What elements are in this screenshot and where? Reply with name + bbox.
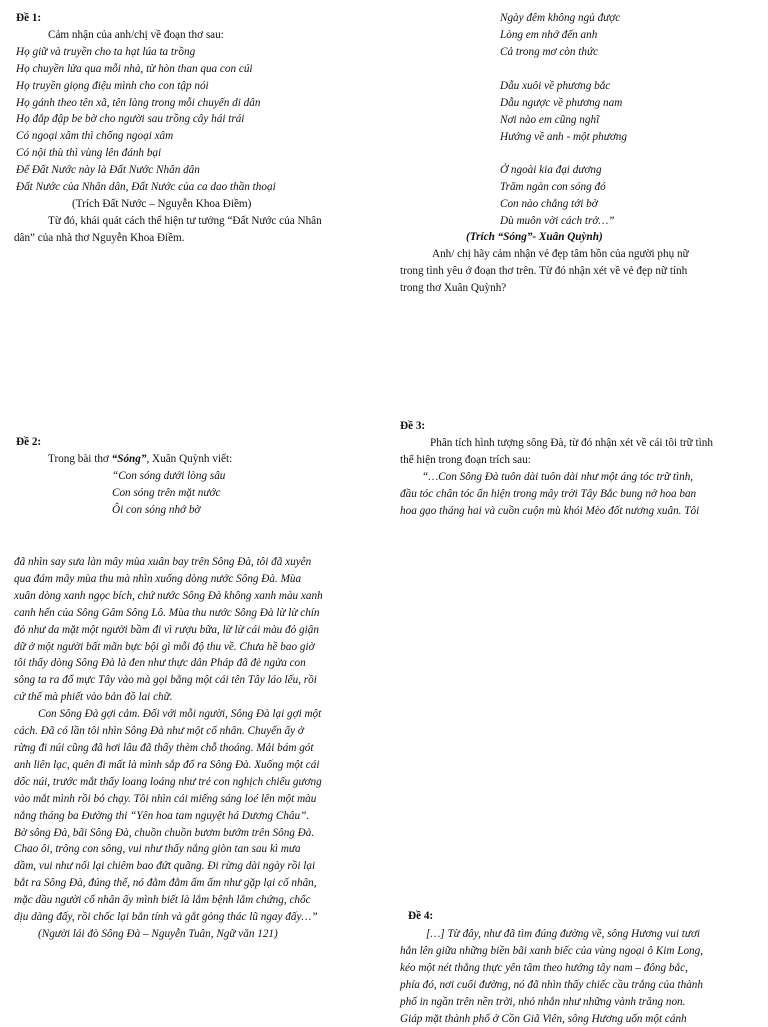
excerpt-line: kéo một nét thẳng thực yên tâm theo hướng tây nam – đông bắc, — [400, 961, 688, 974]
excerpt-line: […] Từ đây, như đã tìm đúng đường về, sông Hương vui tươi — [426, 928, 701, 940]
excerpt-line: “…Con Sông Đà tuôn dài tuôn dài như một áng tóc trữ tình, — [422, 470, 694, 483]
poem-line: Nơi nào em cũng nghĩ — [500, 113, 600, 126]
excerpt-line: rừng đi núi cũng đã hơi lâu đã thấy thèm chỗ thoáng. Mải bám gót — [14, 741, 314, 754]
excerpt-line: anh liên lạc, quên đi mất là mình sắp đổ ra Sông Đà. Xuống một cái — [14, 758, 320, 771]
de2-heading: Đề 2: — [16, 436, 42, 448]
excerpt-line: đã nhìn say sưa làn mây mùa xuân bay trên Sông Đà, tôi đã xuyên — [14, 556, 312, 568]
excerpt-line: tôi thấy dòng Sông Đà là đen như thực dân Pháp đã đè ngửa con — [14, 657, 306, 670]
de1-task-line: dân” của nhà thơ Nguyễn Khoa Điềm. — [14, 231, 185, 244]
de1-task-line: Từ đó, khái quát cách thể hiện tư tưởng “Đất Nước của Nhân — [48, 214, 322, 227]
poem-line: Ôi con sóng nhớ bờ — [112, 503, 201, 516]
excerpt-line: xuân dòng xanh ngọc bích, chứ nước Sông Đà không xanh màu xanh — [14, 589, 323, 602]
poem-line: Con nào chẳng tới bờ — [500, 197, 598, 210]
excerpt-line: canh hến của Sông Gâm Sông Lô. Mùa thu nước Sông Đà lừ lừ chín — [14, 606, 320, 619]
excerpt-line: Chao ôi, trông con sông, vui như thấy nắng giòn tan sau kì mưa — [14, 843, 301, 856]
song-source: (Trích “Sóng”- Xuân Quỳnh) — [466, 231, 603, 243]
song-task-line: trong tình yêu ở đoạn thơ trên. Từ đó nhận xét về vẻ đẹp nữ tính — [400, 264, 688, 277]
excerpt-line: cách. Đã có lần tôi nhìn Sông Đà như một cố nhân. Chuyến ấy ở — [14, 725, 304, 738]
de1-section — [16, 10, 368, 247]
song-poem-continuation — [500, 10, 750, 61]
excerpt-line: Con Sông Đà gợi cảm. Đối với mỗi người, Sông Đà lại gợi một — [38, 708, 322, 721]
poem-line: “Con sóng dưới lòng sâu — [112, 469, 226, 482]
excerpt-line: nắng tháng ba Đường thi “Yên hoa tam nguyệt há Dương Châu”. — [14, 809, 310, 822]
de3-excerpt-continuation — [14, 554, 368, 943]
de2-intro-suffix: , Xuân Quỳnh viết: — [146, 452, 233, 465]
poem-line: Họ truyền giọng điệu mình cho con tập nói — [16, 79, 209, 92]
de3-source: (Người lái đò Sông Đà – Nguyễn Tuân, Ngữ văn 121) — [38, 927, 278, 940]
excerpt-line: cứ thế mà phiết vào bản đồ lai chữ. — [14, 691, 173, 704]
de1-prompt: Cảm nhận của anh/chị về đoạn thơ sau: — [48, 28, 224, 41]
excerpt-line: vào mắt mình rồi bỏ chạy. Tôi nhìn cái miếng sáng loé lên một màu — [14, 792, 317, 805]
excerpt-line: mặc dầu người cố nhân ấy mình biết là lắm bệnh lắm chứng, chốc — [14, 894, 311, 907]
poem-line: Dù muôn vời cách trở…” — [500, 214, 615, 227]
excerpt-line: đỏ như da mặt một người bầm đi vì rượu bữa, lừ lừ cái màu đỏ giận — [14, 623, 319, 636]
de2-poem — [16, 468, 368, 519]
poem-line: Họ gánh theo tên xã, tên làng trong mỗi chuyến di dân — [16, 96, 261, 109]
song-source-and-task — [400, 229, 760, 297]
poem-line: Ngày đêm không ngủ được — [500, 12, 621, 24]
excerpt-line: phía đó, nơi cuối đường, nó đã nhìn thấy chiếc cầu trắng của thành — [400, 978, 703, 991]
de4-excerpt — [400, 926, 758, 1027]
de3-heading: Đề 3: — [400, 420, 426, 432]
de1-poem — [16, 44, 368, 196]
excerpt-line: sông ta ra đổ mực Tây vào mà gọi bằng một cái tên Tây láo lếu, rồi — [14, 674, 317, 687]
excerpt-line: qua đám mây mùa thu mà nhìn xuống dòng nước Sông Đà. Mùa — [14, 572, 302, 585]
excerpt-line: Giáp mặt thành phố ở Cồn Giã Viên, sông Hương uốn một cánh — [400, 1012, 687, 1025]
poem-line: Đất Nước của Nhân dân, Đất Nước của ca dao thần thoại — [16, 181, 276, 194]
de2-intro-title: “Sóng” — [111, 452, 147, 465]
poem-line: Có nội thù thì vùng lên đánh bại — [16, 147, 162, 160]
excerpt-line: dầm, vui như nối lại chiêm bao đứt quãng. Đi rừng dài ngày rồi lại — [14, 860, 316, 873]
de3-task-line: thể hiện trong đoạn trích sau: — [400, 453, 531, 466]
de3-section — [400, 418, 756, 519]
de2-section — [16, 434, 368, 519]
poem-line: Con sóng trên mặt nước — [112, 486, 221, 499]
poem-line: Họ giữ và truyền cho ta hạt lúa ta trồng — [16, 45, 196, 58]
poem-line: Cả trong mơ còn thức — [500, 45, 599, 58]
excerpt-line: hẳn lên giữa những biền bãi xanh biếc của vùng ngoại ô Kim Long, — [400, 944, 704, 957]
poem-line: Dẫu xuôi về phương bắc — [500, 80, 611, 92]
song-task-line: Anh/ chị hãy cảm nhận vẻ đẹp tâm hồn của người phụ nữ — [432, 247, 689, 260]
excerpt-line: dữ ở một người bất mãn bực bội gì mỗi độ thu về. Chưa hề bao giờ — [14, 640, 315, 653]
de2-intro-prefix: Trong bài thơ — [48, 452, 112, 465]
excerpt-line: Bờ sông Đà, bãi Sông Đà, chuồn chuồn bươm bướm trên Sông Đà. — [14, 826, 315, 839]
excerpt-line: phố in ngần trên nền trời, nhỏ nhắn như những vành trăng non. — [400, 995, 686, 1008]
excerpt-line: dốc núi, trước mắt thấy loang loáng như trẻ con nghịch chiếu gương — [14, 775, 322, 788]
excerpt-line: đầu tóc chân tóc ẩn hiện trong mây trời Tây Bắc bung nở hoa ban — [400, 487, 697, 500]
poem-line: Trăm ngàn con sóng đó — [500, 180, 606, 193]
poem-line: Họ đắp đập be bờ cho người sau trồng cây hái trái — [16, 113, 245, 126]
song-poem-stanza-3 — [500, 162, 750, 230]
poem-line: Để Đất Nước này là Đất Nước Nhân dân — [16, 164, 200, 177]
poem-line: Lòng em nhớ đến anh — [500, 28, 598, 41]
excerpt-line: dịu dàng đấy, rồi chốc lại bẳn tính và gắt gỏng thác lũ ngay đấy…” — [14, 911, 318, 924]
de4-section — [408, 908, 760, 925]
de1-source: (Trích Đất Nước – Nguyễn Khoa Điềm) — [72, 197, 252, 210]
de3-excerpt — [400, 469, 756, 520]
de3-task-line: Phân tích hình tượng sông Đà, từ đó nhận xét về cái tôi trữ tình — [430, 436, 713, 449]
excerpt-line: hoa gạo tháng hai và cuồn cuộn mù khói Mèo đốt nương xuân. Tôi — [400, 504, 700, 517]
poem-line: Dẫu ngược về phương nam — [500, 96, 623, 109]
de4-heading: Đề 4: — [408, 910, 434, 922]
de1-heading: Đề 1: — [16, 12, 42, 24]
poem-line: Hướng về anh - một phương — [500, 130, 627, 143]
song-task-line: trong thơ Xuân Quỳnh? — [400, 281, 507, 294]
poem-line: Có ngoại xâm thì chống ngoại xâm — [16, 130, 174, 143]
poem-line: Ở ngoài kia đại dương — [500, 164, 602, 176]
de2-intro — [16, 451, 368, 468]
song-poem-stanza-2 — [500, 78, 750, 146]
poem-line: Họ chuyền lửa qua mỗi nhà, từ hòn than qua con cúi — [16, 62, 253, 75]
excerpt-line: bắt ra Sông Đà, đúng thế, nó đằm đằm ấm ấm như gặp lại cố nhân, — [14, 877, 317, 890]
